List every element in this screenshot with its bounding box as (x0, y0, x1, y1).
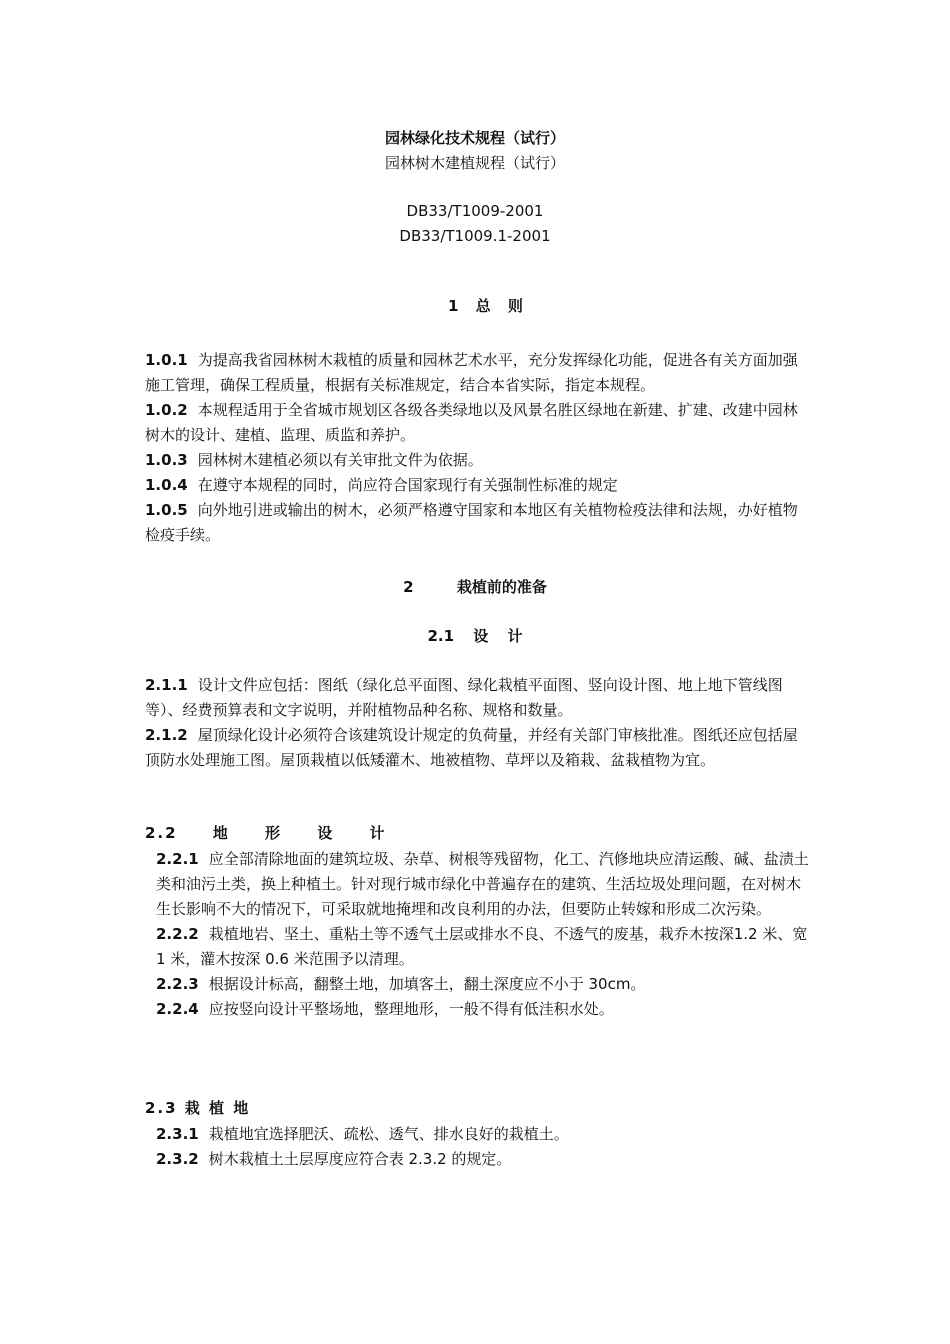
clause-number: 2.3.2 (156, 1150, 199, 1168)
clause-2-2-3 (145, 972, 810, 997)
clause-2-1-2 (145, 723, 810, 773)
clause-1-0-2 (145, 398, 810, 448)
clause-number: 1.0.3 (145, 451, 188, 469)
chapter-1-heading (0, 277, 950, 334)
clause-2-1-1 (145, 673, 810, 723)
clause-text: 本规程适用于全省城市规划区各级各类绿地以及风景名胜区绿地在新建、扩建、改建中园林树木的设计、建植、监理、质监和养护。 (145, 401, 798, 444)
clause-text: 应按竖向设计平整场地，整理地形，一般不得有低洼积水处。 (208, 1000, 614, 1018)
clause-2-3-2 (145, 1147, 810, 1172)
clause-number: 1.0.1 (145, 351, 188, 369)
clause-2-2-4 (145, 997, 810, 1022)
chapter-2-heading-text: 2 栽植前的准备 (403, 578, 547, 596)
chapter-1-heading-text: 1 总 则 (448, 297, 523, 315)
clause-2-2-1 (145, 847, 810, 922)
clause-text: 树木栽植土土层厚度应符合表 2.3.2 的规定。 (208, 1150, 512, 1168)
clause-1-0-4 (145, 473, 810, 498)
clause-number: 2.2.4 (156, 1000, 199, 1018)
standard-code-1: DB33/T1009-2001 (406, 202, 544, 220)
clause-text: 在遵守本规程的同时，尚应符合国家现行有关强制性标准的规定 (197, 476, 618, 494)
section-2-1-clauses (145, 673, 810, 773)
clause-text: 屋顶绿化设计必须符合该建筑设计规定的负荷量，并经有关部门审核批准。图纸还应包括屋顶防水处理施工图。屋顶栽植以低矮灌木、地被植物、草坪以及箱栽、盆栽植物为宜。 (145, 726, 798, 769)
clause-text: 向外地引进或输出的树木，必须严格遵守国家和本地区有关植物检疫法律和法规，办好植物检疫手续。 (145, 501, 798, 544)
clause-number: 1.0.2 (145, 401, 188, 419)
clause-2-3-1 (145, 1122, 810, 1147)
clause-1-0-3 (145, 448, 810, 473)
clause-number: 2.2.3 (156, 975, 199, 993)
clause-text: 栽植地岩、坚土、重粘土等不透气土层或排水不良、不透气的废基，栽乔木按深1.2 米、宽 1 米，灌木按深 0.6 米范围予以清理。 (156, 925, 808, 968)
clause-number: 1.0.4 (145, 476, 188, 494)
clause-text: 园林树木建植必须以有关审批文件为依据。 (197, 451, 483, 469)
clause-2-2-2 (145, 922, 810, 972)
clause-text: 根据设计标高，翻整土地，加填客土，翻土深度应不小于 30cm。 (208, 975, 646, 993)
standard-code-2: DB33/T1009.1-2001 (399, 227, 551, 245)
doc-subtitle: 园林树木建植规程（试行） (384, 154, 565, 172)
clause-1-0-1 (145, 348, 810, 398)
clause-text: 为提高我省园林树木栽植的质量和园林艺术水平，充分发挥绿化功能，促进各有关方面加强施工管理，确保工程质量，根据有关标准规定，结合本省实际，指定本规程。 (145, 351, 798, 394)
clause-number: 2.2.2 (156, 925, 199, 943)
clause-number: 1.0.5 (145, 501, 188, 519)
section-2-3-clauses (145, 1122, 810, 1172)
section-2-3-heading: 2.3 栽 植 地 (145, 1099, 251, 1117)
section-2-1-heading (0, 625, 950, 646)
section-2-2-clauses (145, 847, 810, 1022)
clause-number: 2.2.1 (156, 850, 199, 868)
clause-text: 设计文件应包括：图纸（绿化总平面图、绿化栽植平面图、竖向设计图、地上地下管线图等）、经费预算表和文字说明，并附植物品种名称、规格和数量。 (145, 676, 783, 719)
section-2-2-heading: 2.2 地 形 设 计 (145, 824, 387, 842)
section-2-1-heading-text: 2.1 设 计 (427, 627, 523, 645)
clause-text: 栽植地宜选择肥沃、疏松、透气、排水良好的栽植土。 (208, 1125, 569, 1143)
doc-title: 园林绿化技术规程（试行） (384, 129, 565, 147)
chapter-1-clauses (145, 348, 810, 548)
clause-number: 2.3.1 (156, 1125, 199, 1143)
clause-text: 应全部清除地面的建筑垃圾、杂草、树根等残留物，化工、汽修地块应清运酸、碱、盐渍土类和油污土类，换上种植土。针对现行城市绿化中普遍存在的建筑、生活垃圾处理问题，在对树木生长影响不大的情况下，可采取就地掩埋和改良利用的办法，但要防止转嫁和形成二次污染。 (156, 850, 809, 918)
chapter-2-heading (0, 576, 950, 597)
clause-1-0-5 (145, 498, 810, 548)
clause-number: 2.1.1 (145, 676, 188, 694)
clause-number: 2.1.2 (145, 726, 188, 744)
